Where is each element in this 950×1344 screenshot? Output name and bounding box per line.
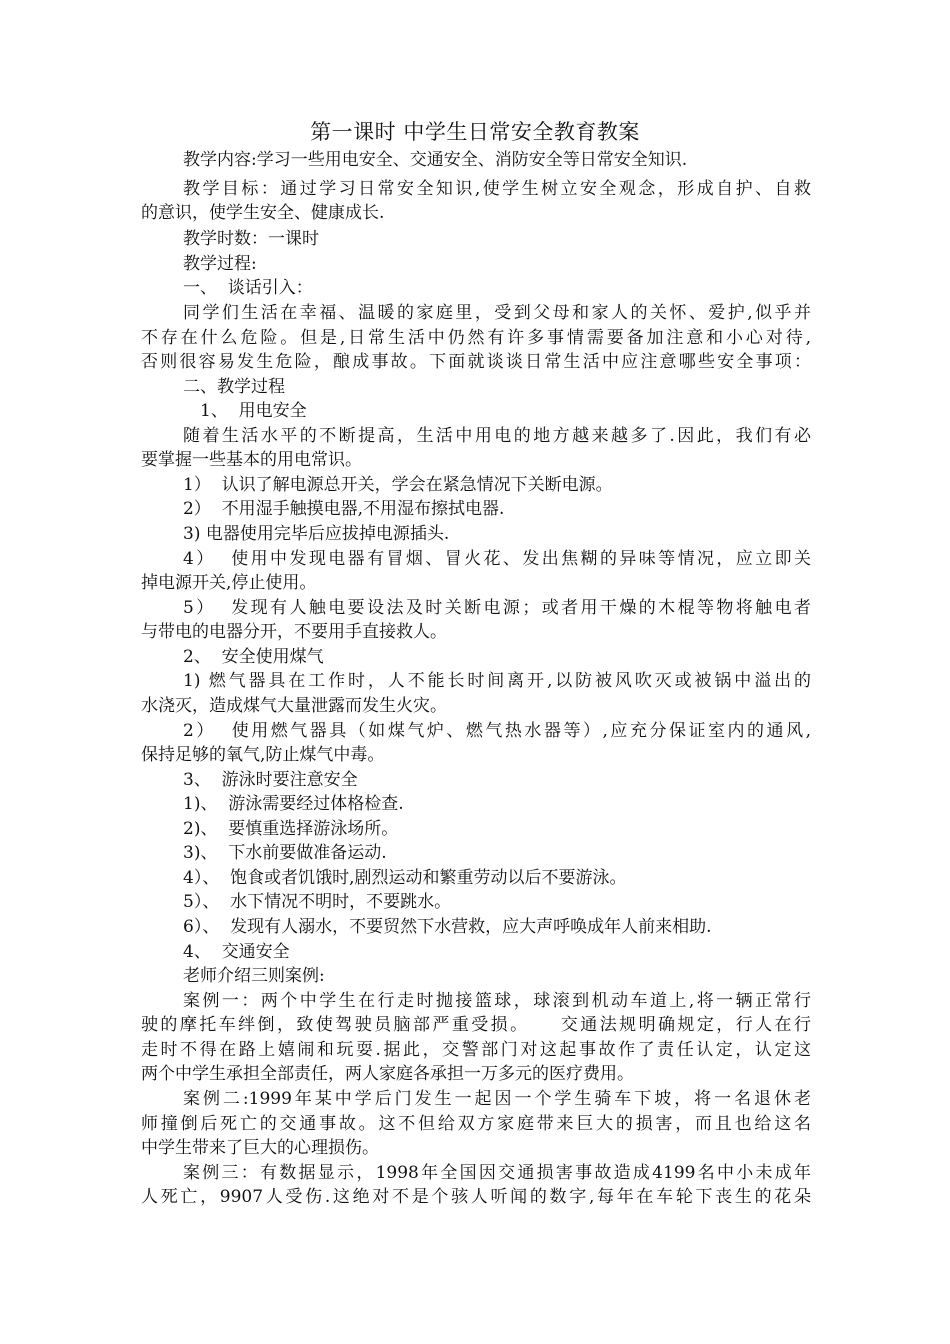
text-line: 4） 使用中发现电器有冒烟、冒火花、发出焦糊的异味等情况，应立即关 [183, 549, 811, 569]
text-line: 随着生活水平的不断提高，生活中用电的地方越来越多了.因此，我们有必 [183, 426, 811, 446]
text-line: 3) 电器使用完毕后应拔掉电源插头. [183, 524, 450, 544]
text-line: 走时不得在路上嬉闹和玩耍.据此，交警部门对这起事故作了责任认定，认定这 [141, 1040, 811, 1060]
text-line: 5） 发现有人触电要设法及时关断电源；或者用干燥的木棍等物将触电者 [183, 598, 811, 618]
text-line: 2） 不用湿手触摸电器,不用湿布擦拭电器. [183, 499, 505, 519]
text-line: 教学过程: [183, 254, 257, 274]
text-line: 要掌握一些基本的用电常识。 [141, 450, 362, 470]
text-line: 案例二:1999年某中学后门发生一起因一个学生骑车下坡，将一名退休老 [183, 1089, 811, 1109]
text-line: 6）、 发现有人溺水，不要贸然下水营救，应大声呼唤成年人前来相助. [183, 917, 712, 937]
text-line: 中学生带来了巨大的心理损伤。 [141, 1138, 379, 1158]
text-line: 2） 使用燃气器具（如煤气炉、燃气热水器等）,应充分保证室内的通风, [183, 721, 811, 741]
text-line: 教学时数：一课时 [183, 229, 319, 249]
text-line: 掉电源开关,停止使用。 [141, 573, 317, 593]
text-line: 4、 交通安全 [183, 942, 290, 962]
text-line: 一、 谈话引入： [183, 278, 313, 298]
text-line: 4）、 饱食或者饥饿时,剧烈运动和繁重劳动以后不要游泳。 [183, 868, 627, 888]
text-line: 教学内容:学习一些用电安全、交通安全、消防安全等日常安全知识. [183, 150, 688, 170]
text-line: 两个中学生承担全部责任，两人家庭各承担一万多元的医疗费用。 [141, 1064, 634, 1084]
text-line: 驶的摩托车绊倒，致使驾驶员脑部严重受损。 交通法规明确规定，行人在行 [141, 1015, 811, 1035]
text-line: 人死亡，9907人受伤.这绝对不是个骇人听闻的数字,每年在车轮下丧生的花朵 [141, 1187, 811, 1207]
text-line: 1） 认识了解电源总开关，学会在紧急情况下关断电源。 [183, 475, 613, 495]
text-line: 与带电的电器分开，不要用手直接救人。 [141, 622, 447, 642]
text-line: 否则很容易发生危险，酿成事故。下面就谈谈日常生活中应注意哪些安全事项： [141, 352, 811, 372]
text-line: 的意识，使学生安全、健康成长. [141, 203, 385, 223]
text-line: 教学目标：通过学习日常安全知识,使学生树立安全观念，形成自护、自救 [183, 179, 811, 199]
text-line: 不存在什么危险。但是,日常生活中仍然有许多事情需要备加注意和小心对待, [141, 328, 811, 348]
text-line: 1、 用电安全 [200, 401, 307, 421]
text-line: 保持足够的氧气,防止煤气中毒。 [141, 745, 385, 765]
text-line: 2、 安全使用煤气 [183, 647, 324, 667]
text-line: 师撞倒后死亡的交通事故。这不但给双方家庭带来巨大的损害，而且也给这名 [141, 1114, 811, 1134]
text-line: 二、教学过程 [183, 377, 285, 397]
text-line: 老师介绍三则案例: [183, 966, 325, 986]
text-line: 水浇灭，造成煤气大量泄露而发生火灾。 [141, 696, 447, 716]
text-line: 3、 游泳时要注意安全 [183, 770, 358, 790]
text-line: 同学们生活在幸福、温暖的家庭里，受到父母和家人的关怀、爱护,似乎并 [183, 303, 811, 323]
text-line: 案例一：两个中学生在行走时抛接篮球，球滚到机动车道上,将一辆正常行 [183, 991, 811, 1011]
text-line: 2)、 要慎重选择游泳场所。 [183, 819, 399, 839]
text-line: 3)、 下水前要做准备运动. [183, 843, 387, 863]
text-line: 案例三：有数据显示，1998年全国因交通损害事故造成4199名中小未成年 [183, 1163, 811, 1183]
text-line: 5）、 水下情况不明时，不要跳水。 [183, 892, 452, 912]
text-line: 1) 燃气器具在工作时，人不能长时间离开,以防被风吹灭或被锅中溢出的 [183, 671, 811, 691]
text-line: 1)、 游泳需要经过体格检查. [183, 794, 404, 814]
page-title: 第一课时 中学生日常安全教育教案 [310, 120, 640, 144]
